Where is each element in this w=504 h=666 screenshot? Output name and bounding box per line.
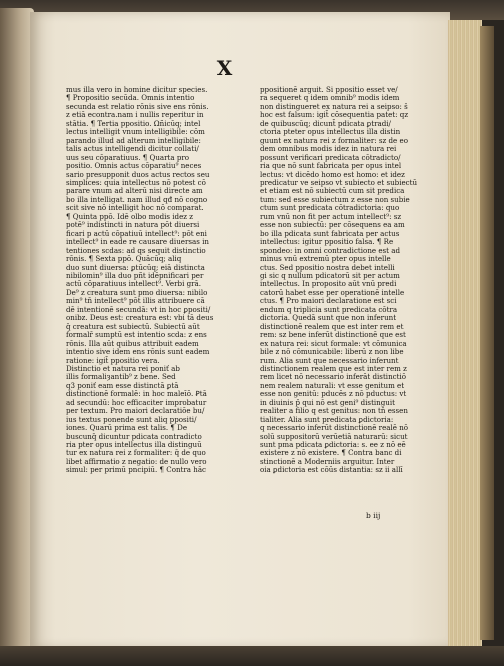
page-fore-edge [448,20,482,648]
right-text-column [260,86,430,475]
facing-page-edge [0,8,34,648]
folio-number: X [216,56,234,80]
left-text-column [66,86,236,475]
signature-mark: b iij [366,511,381,520]
binding-edge [480,26,494,640]
background-bottom [0,646,504,666]
right-column-text: ppositionē arguit. Si ppositio esset ve/ ra sequeret q idem omnib⁹ modis idem non distingueret ex natura rei a seipso: s̄ hoc est falsum: igit̄ cōsequentia patet: qz de quibuscūq; dicunt̄ pdicata ꝑtradi/ ctoria pteter opus intellectus illa distin guunt ex natura rei z formaliter: sz de eo dem omnibus modis idez in natura rei possunt verificari predicata cōtradicto/ ria que nō sunt fabricata per opus intel lectus: vt dicēdo homo est homo: et idez predicatur ve seipso vt subiecto et subiectū et etiam est nō subiectū cum sit predica tum: sed esse subiectum z esse non subie ctum sunt predicata cōtradictoria: quo rum vnū non fit per actum intellect⁹: sz esse non subiectū: per cōsequens ea am bo illa pdicata sunt fabricata per actus intellectus: igitur ppositio falsa. ¶ Re spondeo: in omni contradictione est ad minus vnū extremū pter opus intelle ctus. Sed ppositio nostra debet intelli gi sic q nullum pdicatorū sit per actum intellectus. In proposito aūt vnū predi catorū habet esse per operationē intelle ctus. ¶ Pro maiori declaratione est sci endum q triplicia sunt predicata cōtra dictoria. Quedā sunt que non inferunt distinctionē realem que est inter rem et rem: sz bene inferūt distinctionē que est ex natura rei: sicut formale: vt cōmunica bile z nō cōmunicabile: liberū z non libe rum. Alia sunt que necessario inferunt distinctionem realem que est inter rem z rem licet nō necessario inferāt distinctiō nem realem naturali: vt esse genitum et esse non genitū: pducēs z nō pductus: vt in diuinis p̄ qui nō est geni⁹ distinguit realiter a filio q est genitus: non tn̄ essen tialiter. Alia sunt predicata ꝑdictoria: q necessario inferūt distinctionē realē nō solū suppositorū verūetiā naturarū: sicut sunt pma pdicata ꝑdictoria: s. ee z nō eē existere z nō existere. ¶ Contra banc di stinctionē a Moderniis arguitur. Inter oia ꝑdictoria est cōūs distantia: sz ii allī [260,85,418,475]
left-column-text: mus illa vero in homine dicitur species. ¶ Propositio secūda. Omnis intentio secunda est relatio rōnis sive ens rōnis. z etiā econtra.nam i nullis reperitur in stātia. ¶ Tertia ppositio. Ωñicūq; intel lectus intelligit vnum intelligibile: cōm parando illud ad alterum intelligibile: talis actus intelligendi dicitur collati/ uus seu cōparatiuus. ¶ Quarta pro positio. Omnis actus cōparatiu⁹ neces sario presupponit duos actus rectos seu simplices: quia intellectus nō potest cō parare vnum ad alterū nisi directe am bo illa intelligat. nam illud qđ nō cogno scit sive nō intelligit hoc nō comparat. ¶ Quinta ppō. Idē olbo modis idez z potē⁹ indistincti in natura pōt diuersi ficari p actū cōpatiuū intellect⁹: pōt eni intellect⁹ in eade re causare diuersas in tentiones scdas: ad qs sequit distinctio rōnis. ¶ Sexta ppō. Quācūq; aliq duo sunt diuersa: ꝑtūcūq; eiā distincta nibilomin⁹ illa duo pñt idēpnificari per actū cōparatiuus intellect⁹. Verbi grā. De⁹ z creatura sunt pmo diuersa: nibilo min⁹ tn̄ intellect⁹ pōt illis attribuere cā dē intentionē secundā: vt in hoc ꝑpositi/ onibz. Deus est: creatura est: vbi tā deus q̄ creatura est subiectū. Subiectū aūt formalr̄ sumptū est intentio scda: z ens rōnis. Illa aūt quibus attribuit eadem intentio sive idem ens rōnis sunt eadem ratione: igit̄ ppositio vera. Distinctio et natura rei poniť ab illis formaliȝantib⁹ z bene. Sed q3 poniť eam esse distinctā ꝑtā distinctionē formalē: in hoc maleīō. Ꝑtā ad secundū: hoc efficaciter improbatur per textum. Pro maiori declaratiōe bu/ ius textus ponende sunt aliq ppositi/ iones. Quarū prima est talis. ¶ De buscunq̄ dicuntur pdicata contradicto ria pter opus intellectus illa distinguū tur ex natura rei z formaliter: q̄ de quo libet affirmatio z negatio: de nullo vero simul: per primū pncipiū. ¶ Contra hāc [66,85,214,475]
